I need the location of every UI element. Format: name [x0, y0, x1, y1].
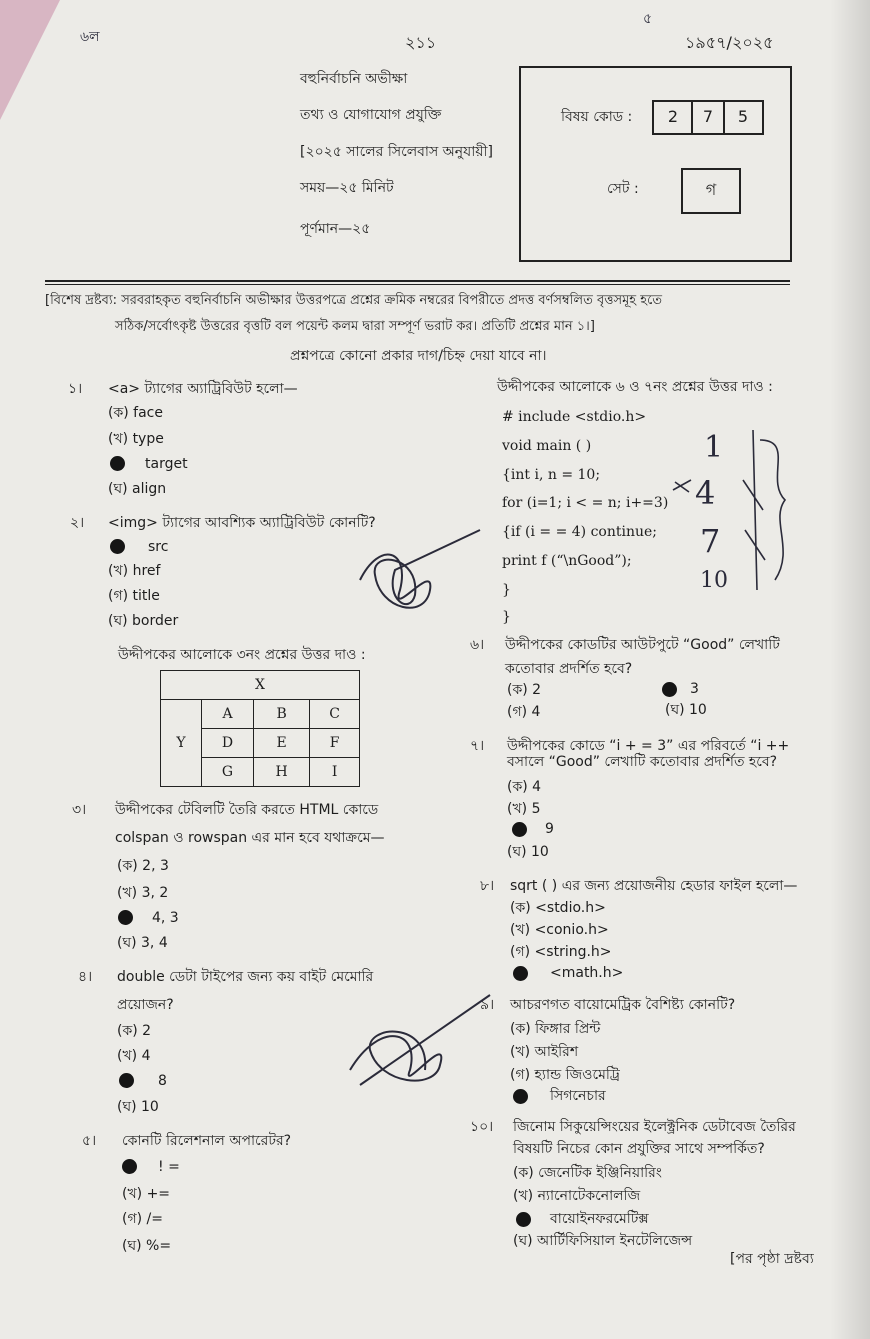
question-number: ৬। — [470, 637, 485, 653]
full-marks: পূর্ণমান—২৫ — [300, 221, 371, 237]
question-text: sqrt ( ) এর জন্য প্রয়োজনীয় হেডার ফাইল হলো— — [510, 878, 798, 894]
option: (ক) <stdio.h> — [510, 900, 606, 916]
code-line: } — [502, 582, 511, 598]
option: (খ) 4 — [117, 1048, 151, 1064]
filled-bubble — [516, 1212, 531, 1227]
stimulus-instruction: উদ্দীপকের আলোকে ৬ ও ৭নং প্রশ্নের উত্তর দাও : — [497, 379, 773, 395]
filled-bubble — [512, 822, 527, 837]
option: (গ) <string.h> — [510, 944, 612, 960]
question-text: আচরণগত বায়োমেট্রিক বৈশিষ্ট্য কোনটি? — [510, 997, 736, 1013]
notice-line: সঠিক/সর্বোৎকৃষ্ট উত্তরের বৃত্তটি বল পয়েন্ট কলম দ্বারা সম্পূর্ণ ভরাট কর। প্রতিটি প্রশ্নের মান ১।] — [115, 319, 595, 334]
question-text: প্রয়োজন? — [117, 997, 174, 1013]
filled-bubble — [110, 539, 125, 554]
table-cell: A — [202, 700, 254, 729]
option: বায়োইনফরমেটিক্স — [550, 1211, 649, 1227]
option: ! = — [158, 1159, 180, 1175]
option: 8 — [158, 1073, 167, 1089]
exam-number: ১৯৫৭/২০২৫ — [685, 33, 774, 52]
option: (খ) href — [108, 563, 161, 579]
set-value: গ — [681, 168, 741, 214]
option: (গ) /= — [122, 1211, 163, 1227]
option: (ক) 2, 3 — [117, 858, 169, 874]
question-text: উদ্দীপকের টেবিলটি তৈরি করতে HTML কোডে — [115, 802, 379, 818]
question-text: জিনোম সিকুয়েন্সিংয়ের ইলেক্ট্রনিক ডেটাবেজ তৈরির — [513, 1119, 796, 1135]
question-text: উদ্দীপকের কোডটির আউটপুটে “Good” লেখাটি — [505, 637, 780, 653]
question-number: ৪। — [78, 969, 93, 985]
handwritten-number: 7 — [700, 522, 721, 560]
option: (গ) title — [108, 588, 160, 604]
code-line: } — [502, 609, 511, 625]
option: (খ) ন্যানোটেকনোলজি — [513, 1188, 641, 1204]
option: (খ) আইরিশ — [510, 1044, 579, 1060]
filled-bubble — [662, 682, 677, 697]
filled-bubble — [110, 456, 125, 471]
set-label: সেট : — [607, 181, 639, 197]
option: target — [145, 456, 188, 472]
question-text: কোনটি রিলেশনাল অপারেটর? — [122, 1133, 292, 1149]
pen-scribble — [340, 520, 500, 630]
table-cell: H — [254, 758, 310, 787]
option: (খ) 5 — [507, 801, 541, 817]
code-set-box — [519, 66, 792, 262]
filled-bubble — [119, 1073, 134, 1088]
pink-corner — [0, 0, 60, 120]
code-digit: 2 — [667, 107, 679, 126]
option: (ঘ) align — [108, 481, 167, 497]
option: (ঘ) আর্টিফিসিয়াল ইনটেলিজেন্স — [513, 1233, 693, 1249]
corner-mark: ৬ল — [80, 29, 100, 45]
option: <math.h> — [550, 965, 624, 981]
pen-marks — [665, 420, 815, 600]
divider — [45, 284, 790, 285]
question-text: কতোবার প্রদর্শিত হবে? — [505, 661, 633, 677]
code-line: # include <stdio.h> — [502, 409, 647, 425]
option: (ক) 2 — [507, 682, 542, 698]
question-number: ১০। — [470, 1119, 494, 1135]
question-text: colspan ও rowspan এর মান হবে যথাক্রমে— — [115, 830, 385, 846]
next-page-note: [পর পৃষ্ঠা দ্রষ্টব্য — [730, 1251, 814, 1267]
code-line: {if (i = = 4) continue; — [502, 524, 658, 540]
option: 3 — [690, 681, 699, 697]
pen-scribble — [340, 990, 500, 1100]
question-number: ২। — [70, 515, 85, 531]
table-cell: C — [310, 700, 360, 729]
table-cell: E — [254, 729, 310, 758]
option: (খ) <conio.h> — [510, 922, 609, 938]
question-text: <img> ট্যাগের আবশ্যিক অ্যাট্রিবিউট কোনটি? — [108, 515, 376, 531]
question-number: ৩। — [72, 802, 87, 818]
question-number: ৫। — [82, 1133, 97, 1149]
option: (ঘ) border — [108, 613, 179, 629]
question-number: ৭। — [470, 738, 485, 754]
notice-warning: প্রশ্নপত্রে কোনো প্রকার দাগ/চিহ্ন দেয়া যাবে না। — [290, 348, 547, 364]
notice-line: [বিশেষ দ্রষ্টব্য: সরবরাহকৃত বহুনির্বাচনি অভীক্ষার উত্তরপত্রে প্রশ্নের ক্রমিক নম্বরের বিপরীতে প্রদত্ত বর্ণসম্বলিত বৃত্তসমূহ হতে — [45, 293, 663, 308]
question-text: বিষয়টি নিচের কোন প্রযুক্তির সাথে সম্পর্কিত? — [513, 1141, 765, 1157]
question-text: double ডেটা টাইপের জন্য কয় বাইট মেমোরি — [117, 969, 374, 985]
table-cell: F — [310, 729, 360, 758]
option: (ক) ফিঙ্গার প্রিন্ট — [510, 1021, 601, 1037]
option: 4, 3 — [152, 910, 179, 926]
subject-name: তথ্য ও যোগাযোগ প্রযুক্তি — [300, 107, 442, 123]
option: (গ) হ্যান্ড জিওমেট্রি — [510, 1067, 620, 1083]
option: সিগনেচার — [550, 1088, 606, 1104]
handwritten-number: 4 — [695, 474, 716, 512]
stimulus-table — [160, 670, 360, 787]
filled-bubble — [122, 1159, 137, 1174]
option: (ঘ) 10 — [117, 1099, 159, 1115]
option: (খ) type — [108, 431, 164, 447]
divider — [45, 280, 790, 282]
table-cell: D — [202, 729, 254, 758]
code-line: for (i=1; i < = n; i+=3) — [502, 495, 669, 511]
top-mark: ৫ — [643, 11, 653, 27]
table-cell: Y — [161, 700, 202, 787]
filled-bubble — [118, 910, 133, 925]
option: (খ) += — [122, 1186, 171, 1202]
question-text: বসালে “Good” লেখাটি কতোবার প্রদর্শিত হবে? — [507, 754, 778, 770]
code-line: print f (“\nGood”); — [502, 553, 632, 569]
page-shadow — [830, 0, 870, 1339]
question-number: ১। — [68, 381, 83, 397]
table-cell: I — [310, 758, 360, 787]
option: (ক) 4 — [507, 779, 542, 795]
page-center-number: ২১১ — [405, 33, 437, 52]
option: (ঘ) 10 — [507, 844, 549, 860]
table-cell: G — [202, 758, 254, 787]
option: src — [148, 539, 169, 555]
handwritten-number: 1 — [704, 430, 724, 465]
subject-code-label: বিষয় কোড : — [561, 109, 633, 125]
subject-code — [652, 100, 764, 135]
question-text: উদ্দীপকের কোডে “i + = 3” এর পরিবর্তে “i ++ — [507, 738, 790, 754]
question-text: <a> ট্যাগের অ্যাট্রিবিউট হলো— — [108, 381, 298, 397]
code-digit: 7 — [691, 102, 725, 135]
option: (খ) 3, 2 — [117, 885, 169, 901]
exam-time: সময়—২৫ মিনিট — [300, 180, 394, 196]
option: (ঘ) 10 — [665, 702, 707, 718]
code-line: void main ( ) — [502, 438, 592, 454]
option: (গ) 4 — [507, 704, 541, 720]
code-digit: 5 — [737, 107, 749, 126]
option: (ঘ) 3, 4 — [117, 935, 168, 951]
option: 9 — [545, 821, 554, 837]
stimulus-instruction: উদ্দীপকের আলোকে ৩নং প্রশ্নের উত্তর দাও : — [118, 647, 366, 663]
question-number: ৮। — [480, 878, 495, 894]
filled-bubble — [513, 966, 528, 981]
handwritten-number: 10 — [700, 568, 728, 593]
option: (ক) জেনেটিক ইঞ্জিনিয়ারিং — [513, 1165, 662, 1181]
option: (ক) 2 — [117, 1023, 152, 1039]
syllabus-note: [২০২৫ সালের সিলেবাস অনুযায়ী] — [300, 144, 494, 160]
exam-type: বহুনির্বাচনি অভীক্ষা — [300, 71, 408, 87]
code-line: {int i, n = 10; — [502, 467, 601, 483]
option: (ঘ) %= — [122, 1238, 172, 1254]
filled-bubble — [513, 1089, 528, 1104]
table-cell: X — [161, 671, 360, 700]
option: (ক) face — [108, 405, 163, 421]
question-number: ৯। — [480, 997, 495, 1013]
table-cell: B — [254, 700, 310, 729]
